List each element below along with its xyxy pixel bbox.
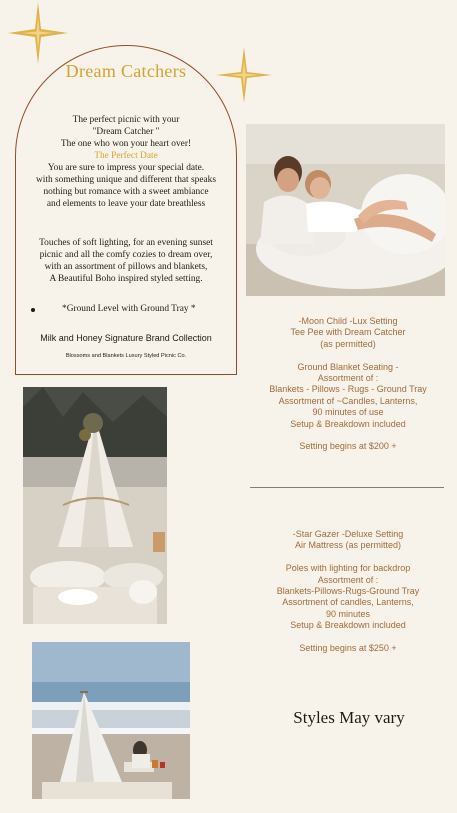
- couple-photo: [246, 124, 445, 296]
- package-price: Setting begins at $250 +: [299, 643, 397, 654]
- collection-name: Milk and Honey Signature Brand Collection: [40, 333, 212, 343]
- beach-teepee-photo: [32, 642, 190, 799]
- teepee-photo: [23, 387, 167, 624]
- arch-frame: [15, 45, 237, 375]
- sparkle-icon: [8, 2, 68, 64]
- company-name: Blossoms and Blankets Luxury Styled Picnic Co.: [65, 353, 187, 359]
- package-star-gazer: -Star Gazer -Deluxe Setting Air Mattress (as permitted) Poles with lighting for backdrop Assortment of : Blankets-Pillows-Rugs-Ground Tray Assortment of candles, Lanterns, 90 minutes Setup & Breakdown included Setting begins at $250 +: [250, 529, 446, 654]
- package-price: Setting begins at $200 +: [299, 441, 397, 452]
- highlight-text: The Perfect Date: [94, 151, 158, 161]
- details-text: Touches of soft lighting, for an evening sunset picnic and all the comfy cozies to dream over, with an assortment of pillows and blankets, A Beautiful Boho inspired styled setting.: [39, 238, 213, 284]
- bullet-dot: [31, 308, 35, 312]
- package-moon-child: -Moon Child -Lux Setting Tee Pee with Dream Catcher (as permitted) Ground Blanket Seating - Assortment of : Blankets - Pillows - Rugs - Ground Tray Assortment of ~Candles, Lanterns, 90 minutes of use Setup & Breakdown included Setting begins at $200 +: [250, 316, 446, 453]
- footer-note: Styles May vary: [293, 708, 405, 727]
- page-title: Dream Catchers: [65, 61, 187, 81]
- intro-text: The perfect picnic with your "Dream Catcher " The one who won your heart over! The Perfect Date You are sure to impress your special date. with something unique and different that speaks nothing but romance with a sweet ambiance and elements to leave your date breathless: [15, 114, 237, 210]
- divider: [250, 487, 444, 488]
